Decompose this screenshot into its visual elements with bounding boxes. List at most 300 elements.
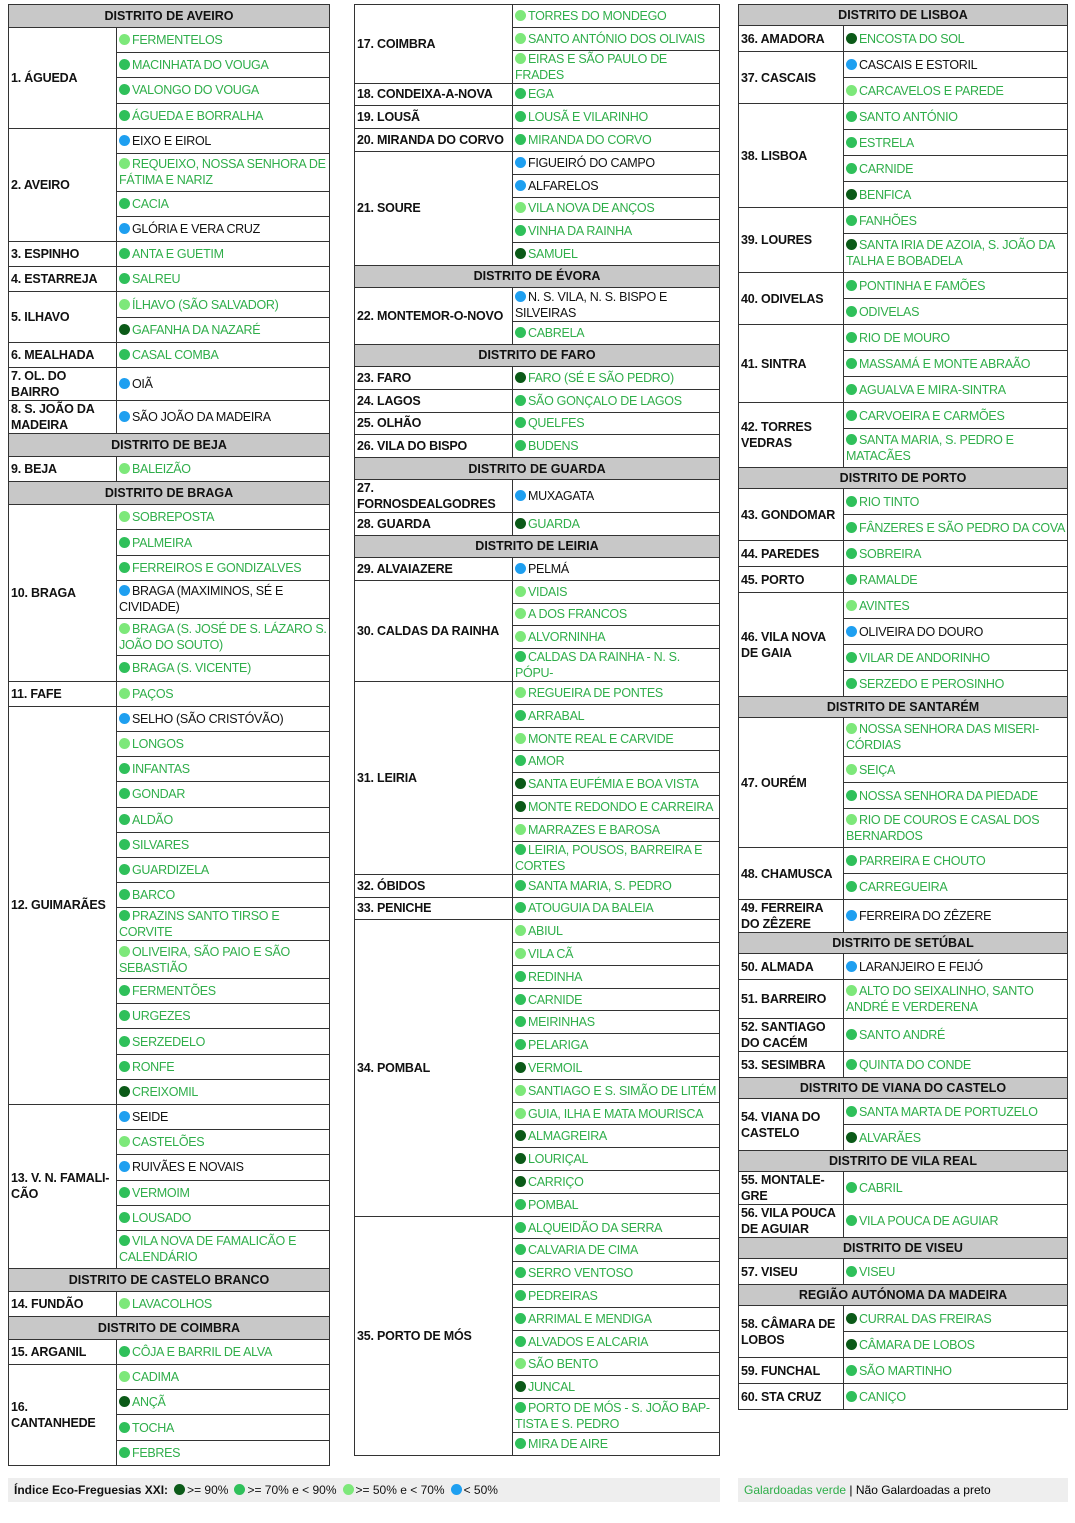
score-dot-icon	[119, 1010, 130, 1021]
district-header: DISTRITO DE VIANA DO CASTELO	[739, 1078, 1068, 1099]
parish-cell	[513, 197, 720, 220]
parish-name: OLIVEIRA, SÃO PAIO E SÃO SEBASTIÃO	[119, 944, 290, 975]
municipality-name: 24. LAGOS	[355, 389, 513, 412]
table-row	[355, 129, 720, 152]
parish-name: ARRABAL	[528, 708, 585, 723]
parish-name: VIDAIS	[528, 584, 568, 599]
score-dot-icon	[846, 434, 857, 445]
district-header: REGIÃO AUTÓNOMA DA MADEIRA	[739, 1285, 1068, 1306]
parish-cell	[844, 1332, 1068, 1358]
parish-cell	[513, 1353, 720, 1376]
parish-name: SEIDE	[132, 1110, 169, 1125]
table-row	[9, 681, 330, 706]
parish-cell	[117, 1390, 330, 1415]
score-dot-icon	[515, 1290, 526, 1301]
score-dot-icon	[846, 574, 857, 585]
score-dot-icon	[119, 946, 130, 957]
parish-cell	[844, 156, 1068, 182]
parish-name: CARCAVELOS E PAREDE	[859, 83, 1004, 98]
district-header: DISTRITO DE CASTELO BRANCO	[9, 1268, 330, 1291]
municipality-name: 32. ÓBIDOS	[355, 874, 513, 897]
score-dot-icon	[846, 306, 857, 317]
score-dot-icon	[515, 971, 526, 982]
score-dot-icon	[515, 755, 526, 766]
parish-name: ALDÃO	[132, 812, 173, 827]
score-dot-icon	[119, 1371, 130, 1382]
score-dot-icon	[846, 626, 857, 637]
parish-cell	[513, 513, 720, 536]
score-dot-icon	[119, 198, 130, 209]
score-dot-icon	[515, 608, 526, 619]
municipality-name: 59. FUNCHAL	[739, 1358, 844, 1384]
parish-name: SANTA MARIA, S. PEDRO	[528, 878, 672, 893]
score-dot-icon	[515, 1402, 526, 1413]
score-dot-icon	[846, 85, 857, 96]
parish-cell	[513, 83, 720, 106]
score-dot-icon	[846, 1391, 857, 1402]
table-row	[9, 368, 330, 401]
parish-name: CURRAL DAS FREIRAS	[859, 1311, 992, 1326]
score-dot-icon	[515, 490, 526, 501]
table-row	[739, 325, 1068, 351]
parish-name: BRAGA (MAXIMINOS, SÉ E CIVIDADE)	[119, 584, 284, 615]
parish-name: SALREU	[132, 272, 181, 287]
parish-name: GONDAR	[132, 787, 186, 802]
award-note	[738, 1478, 1068, 1502]
municipality-name: 26. VILA DO BISPO	[355, 435, 513, 458]
parish-name: FÂNZERES E SÃO PEDRO DA COVA	[859, 520, 1065, 535]
parish-cell	[513, 1262, 720, 1285]
parish-cell	[513, 1330, 720, 1353]
table-row	[355, 83, 720, 106]
score-dot-icon	[515, 1062, 526, 1073]
parish-cell	[513, 1239, 720, 1262]
parish-name: ARRIMAL E MENDIGA	[528, 1311, 652, 1326]
parish-cell	[513, 626, 720, 649]
parish-cell	[844, 645, 1068, 671]
municipality-name: 18. CONDEIXA-A-NOVA	[355, 83, 513, 106]
parish-name: MIRA DE AIRE	[528, 1437, 608, 1452]
parish-name: SEIÇA	[859, 762, 896, 777]
parish-cell	[117, 530, 330, 555]
score-dot-icon	[846, 855, 857, 866]
table-row	[355, 151, 720, 174]
score-dot-icon	[846, 985, 857, 996]
parish-name: CARRIÇO	[528, 1174, 584, 1189]
score-dot-icon	[515, 88, 526, 99]
municipality-name: 16. CANTANHEDE	[9, 1365, 117, 1466]
parish-cell	[844, 325, 1068, 351]
table-row	[355, 682, 720, 705]
score-dot-icon	[119, 411, 130, 422]
parish-cell	[513, 988, 720, 1011]
score-dot-icon	[515, 801, 526, 812]
score-dot-icon	[515, 134, 526, 145]
parish-cell	[117, 979, 330, 1004]
parish-name: VERMOIM	[132, 1185, 190, 1200]
parish-name: LONGOS	[132, 737, 184, 752]
table-row	[739, 52, 1068, 78]
table-row	[355, 580, 720, 603]
score-dot-icon	[515, 1438, 526, 1449]
table-row	[355, 920, 720, 943]
parish-name: PELMÁ	[528, 561, 569, 576]
score-dot-icon	[515, 53, 526, 64]
parish-cell	[844, 208, 1068, 234]
parish-name: PRAZINS SANTO TIRSO E CORVITE	[119, 909, 280, 940]
parish-cell	[117, 191, 330, 216]
municipality-name: 55. MONTALE-GRE	[739, 1172, 844, 1205]
table-row	[355, 513, 720, 536]
parish-cell	[513, 1011, 720, 1034]
score-dot-icon	[119, 738, 130, 749]
parish-name: BUDENS	[528, 439, 579, 454]
municipality-name: 17. COIMBRA	[355, 5, 513, 84]
score-dot-icon	[119, 158, 130, 169]
table-row	[355, 874, 720, 897]
parish-name: VINHA DA RAINHA	[528, 224, 632, 239]
parish-name: RIO DE MOURO	[859, 330, 950, 345]
legend-item	[343, 1483, 445, 1497]
parish-cell	[513, 1376, 720, 1399]
score-dot-icon	[846, 1266, 857, 1277]
parish-name: ÁGUEDA E BORRALHA	[132, 108, 264, 123]
district-header: DISTRITO DE FARO	[355, 344, 720, 366]
parish-name: RONFE	[132, 1059, 175, 1074]
score-dot-icon	[119, 1136, 130, 1147]
parish-name: SANTA MARIA, S. PEDRO E MATACÃES	[846, 433, 1014, 463]
table-row	[739, 1384, 1068, 1410]
table-row	[739, 954, 1068, 980]
district-header: DISTRITO DE SANTARÉM	[739, 697, 1068, 718]
score-dot-icon	[846, 548, 857, 559]
score-dot-icon	[515, 291, 526, 302]
parish-cell	[117, 317, 330, 342]
parish-cell	[844, 874, 1068, 900]
parish-cell	[117, 782, 330, 807]
district-table	[8, 4, 330, 1466]
municipality-name: 38. LISBOA	[739, 104, 844, 208]
municipality-name: 53. SESIMBRA	[739, 1052, 844, 1078]
score-dot-icon	[119, 378, 130, 389]
parish-cell	[513, 5, 720, 28]
municipality-name: 30. CALDAS DA RAINHA	[355, 580, 513, 681]
column-middle	[354, 4, 720, 1456]
parish-cell	[513, 412, 720, 435]
parish-cell	[513, 27, 720, 50]
score-dot-icon	[119, 623, 130, 634]
score-dot-icon	[119, 34, 130, 45]
parish-name: ANTA E GUETIM	[132, 247, 224, 262]
parish-cell	[844, 273, 1068, 299]
score-dot-icon	[515, 710, 526, 721]
parish-name: BARCO	[132, 888, 175, 903]
district-table	[738, 4, 1068, 1410]
municipality-name: 23. FARO	[355, 366, 513, 389]
score-dot-icon	[515, 1222, 526, 1233]
parish-name: CARREGUEIRA	[859, 879, 948, 894]
score-dot-icon	[515, 395, 526, 406]
score-dot-icon	[119, 84, 130, 95]
municipality-name: 48. CHAMUSCA	[739, 848, 844, 900]
municipality-name: 6. MEALHADA	[9, 342, 117, 367]
municipality-name: 7. OL. DO BAIRRO	[9, 368, 117, 401]
parish-cell	[117, 1004, 330, 1029]
score-dot-icon	[119, 1235, 130, 1246]
municipality-name: 2. AVEIRO	[9, 128, 117, 241]
score-dot-icon	[846, 678, 857, 689]
parish-cell	[513, 580, 720, 603]
table-row	[739, 1052, 1068, 1078]
score-dot-icon	[119, 223, 130, 234]
score-dot-icon	[119, 1061, 130, 1072]
parish-cell	[844, 130, 1068, 156]
parish-cell	[844, 377, 1068, 403]
parish-cell	[844, 1125, 1068, 1151]
parish-name: QUINTA DO CONDE	[859, 1057, 971, 1072]
municipality-name: 37. CASCAIS	[739, 52, 844, 104]
legend-label: >= 70% e < 90%	[247, 1483, 337, 1497]
parish-name: MASSAMÁ E MONTE ABRAÃO	[859, 356, 1031, 371]
score-dot-icon	[515, 925, 526, 936]
municipality-name: 20. MIRANDA DO CORVO	[355, 129, 513, 152]
municipality-name: 10. BRAGA	[9, 505, 117, 681]
parish-name: NOSSA SENHORA DAS MISERI-CÓRDIAS	[846, 722, 1040, 752]
parish-cell	[844, 489, 1068, 515]
parish-cell	[844, 900, 1068, 933]
parish-name: CASCAIS E ESTORIL	[859, 57, 978, 72]
parish-cell	[513, 435, 720, 458]
parish-name: RUIVÃES E NOVAIS	[132, 1160, 244, 1175]
parish-cell	[513, 1102, 720, 1125]
parish-cell	[117, 883, 330, 908]
parish-name: SILVARES	[132, 837, 189, 852]
score-dot-icon	[515, 844, 526, 855]
parish-name: FARO (SÉ E SÃO PEDRO)	[528, 370, 674, 385]
score-dot-icon	[119, 1298, 130, 1309]
parish-cell	[844, 567, 1068, 593]
parish-name: REGUEIRA DE PONTES	[528, 686, 663, 701]
table-row	[355, 287, 720, 321]
score-dot-icon	[119, 662, 130, 673]
parish-cell	[513, 773, 720, 796]
table-row	[9, 1105, 330, 1130]
parish-name: REQUEIXO, NOSSA SENHORA DE FÁTIMA E NARIZ	[119, 157, 326, 188]
parish-cell	[844, 26, 1068, 52]
score-dot-icon	[515, 225, 526, 236]
score-dot-icon	[515, 994, 526, 1005]
parish-name: ATOUGUIA DA BALEIA	[528, 901, 654, 916]
parish-name: CARVOEIRA E CARMÕES	[859, 408, 1005, 423]
score-dot-icon	[846, 410, 857, 421]
parish-cell	[117, 706, 330, 731]
parish-name: FERMENTÕES	[132, 984, 216, 999]
score-dot-icon	[119, 562, 130, 573]
municipality-name: 42. TORRES VEDRAS	[739, 403, 844, 468]
parish-cell	[117, 618, 330, 656]
score-dot-icon	[515, 948, 526, 959]
parish-cell	[513, 841, 720, 874]
table-row	[739, 1306, 1068, 1332]
parish-cell	[844, 980, 1068, 1019]
parish-cell	[844, 78, 1068, 104]
parish-name: ALVORNINHA	[528, 630, 606, 645]
table-row	[9, 1339, 330, 1364]
municipality-name: 22. MONTEMOR-O-NOVO	[355, 287, 513, 344]
parish-name: SANTIAGO E S. SIMÃO DE LITÉM	[528, 1083, 717, 1098]
score-dot-icon	[119, 1212, 130, 1223]
score-dot-icon	[515, 1130, 526, 1141]
parish-cell	[513, 220, 720, 243]
score-dot-icon	[119, 763, 130, 774]
parish-cell	[513, 243, 720, 266]
parish-name: PARREIRA E CHOUTO	[859, 853, 986, 868]
parish-name: GUARDIZELA	[132, 862, 209, 877]
score-dot-icon	[515, 1176, 526, 1187]
table-row	[739, 489, 1068, 515]
score-dot-icon	[119, 788, 130, 799]
parish-cell	[844, 848, 1068, 874]
score-dot-icon	[846, 1339, 857, 1350]
parish-name: FERREIROS E GONDIZALVES	[132, 560, 302, 575]
parish-name: PELARIGA	[528, 1038, 589, 1053]
municipality-name: 5. ILHAVO	[9, 292, 117, 342]
parish-cell	[513, 704, 720, 727]
parish-name: SOBREIRA	[859, 546, 922, 561]
parish-cell	[513, 1034, 720, 1057]
parish-cell	[117, 681, 330, 706]
score-dot-icon	[515, 33, 526, 44]
table-row	[355, 5, 720, 28]
score-dot-icon	[119, 511, 130, 522]
parish-name: FERREIRA DO ZÊZERE	[859, 909, 992, 923]
table-row	[739, 1172, 1068, 1205]
parish-name: AVINTES	[859, 598, 910, 613]
parish-cell	[117, 1029, 330, 1054]
parish-name: CARNIDE	[528, 992, 583, 1007]
score-dot-icon	[119, 135, 130, 146]
parish-cell	[117, 1105, 330, 1130]
parish-name: MEIRINHAS	[528, 1015, 595, 1030]
parish-name: ÍLHAVO (SÃO SALVADOR)	[132, 297, 279, 312]
parish-name: REDINHA	[528, 969, 583, 984]
parish-cell	[513, 874, 720, 897]
score-dot-icon	[515, 586, 526, 597]
table-row	[355, 366, 720, 389]
score-dot-icon	[846, 600, 857, 611]
parish-name: FANHÕES	[859, 213, 917, 228]
score-dot-icon	[846, 1029, 857, 1040]
parish-cell	[844, 783, 1068, 809]
parish-name: BRAGA (S. JOSÉ DE S. LÁZARO S. JOÃO DO SOUTO)	[119, 621, 327, 652]
parish-name: PONTINHA E FAMÕES	[859, 278, 986, 293]
district-header: DISTRITO DE COIMBRA	[9, 1316, 330, 1339]
parish-cell	[117, 242, 330, 267]
parish-name: MONTE REDONDO E CARREIRA	[528, 800, 714, 814]
score-dot-icon	[846, 332, 857, 343]
table-row	[355, 897, 720, 920]
municipality-name: 21. SOURE	[355, 151, 513, 265]
parish-name: SAMUEL	[528, 247, 578, 262]
score-dot-icon	[119, 688, 130, 699]
municipality-name: 34. POMBAL	[355, 920, 513, 1216]
parish-name: POMBAL	[528, 1197, 579, 1212]
parish-name: QUELFES	[528, 416, 585, 431]
parish-name: ODIVELAS	[859, 304, 920, 319]
note-separator: |	[846, 1483, 856, 1497]
parish-name: SANTA EUFÉMIA E BOA VISTA	[528, 777, 699, 792]
score-dot-icon	[846, 881, 857, 892]
score-dot-icon	[515, 1313, 526, 1324]
municipality-name: 57. VISEU	[739, 1259, 844, 1285]
parish-name: ESTRELA	[859, 135, 914, 150]
district-header: DISTRITO DE VISEU	[739, 1238, 1068, 1259]
municipality-name: 54. VIANA DO CASTELO	[739, 1099, 844, 1151]
parish-cell	[117, 1365, 330, 1390]
parish-cell	[844, 429, 1068, 468]
score-dot-icon	[515, 10, 526, 21]
parish-name: MONTE REAL E CARVIDE	[528, 731, 674, 746]
table-row	[9, 28, 330, 53]
municipality-name: 14. FUNDÃO	[9, 1291, 117, 1316]
parish-name: INFANTAS	[132, 762, 190, 777]
parish-name: CÔJA E BARRIL DE ALVA	[132, 1345, 273, 1360]
score-dot-icon	[515, 1039, 526, 1050]
parish-cell	[117, 267, 330, 292]
score-dot-icon	[846, 358, 857, 369]
parish-cell	[117, 216, 330, 241]
parish-name: LOUSADO	[132, 1210, 192, 1225]
score-dot-icon	[119, 110, 130, 121]
score-dot-icon	[119, 1396, 130, 1407]
parish-cell	[513, 1399, 720, 1433]
parish-cell	[844, 1259, 1068, 1285]
parish-name: VILA CÃ	[528, 946, 574, 961]
parish-cell	[844, 52, 1068, 78]
parish-cell	[117, 401, 330, 434]
parish-cell	[513, 389, 720, 412]
parish-name: ABIUL	[528, 924, 563, 939]
table-row	[739, 593, 1068, 619]
parish-name: OIÃ	[132, 377, 153, 392]
parish-name: LAVACOLHOS	[132, 1296, 212, 1311]
score-dot-icon	[119, 839, 130, 850]
district-header: DISTRITO DE GUARDA	[355, 458, 720, 480]
parish-name: VILA POUCA DE AGUIAR	[859, 1214, 999, 1228]
parish-cell	[117, 1155, 330, 1180]
municipality-name: 11. FAFE	[9, 681, 117, 706]
parish-cell	[513, 129, 720, 152]
score-dot-icon	[119, 864, 130, 875]
municipality-name: 35. PORTO DE MÓS	[355, 1216, 513, 1455]
score-dot-icon	[119, 713, 130, 724]
parish-cell	[844, 234, 1068, 273]
table-row	[9, 292, 330, 317]
score-dot-icon	[846, 1106, 857, 1117]
parish-cell	[117, 832, 330, 857]
parish-cell	[117, 505, 330, 530]
table-row	[355, 1216, 720, 1239]
parish-name: AMOR	[528, 754, 565, 769]
score-dot-icon	[515, 1358, 526, 1369]
score-dot-icon	[515, 778, 526, 789]
parish-cell	[513, 965, 720, 988]
municipality-name: 47. OURÉM	[739, 718, 844, 848]
legend-item	[234, 1483, 336, 1497]
parish-cell	[513, 727, 720, 750]
parish-cell	[844, 104, 1068, 130]
parish-cell	[513, 1433, 720, 1456]
